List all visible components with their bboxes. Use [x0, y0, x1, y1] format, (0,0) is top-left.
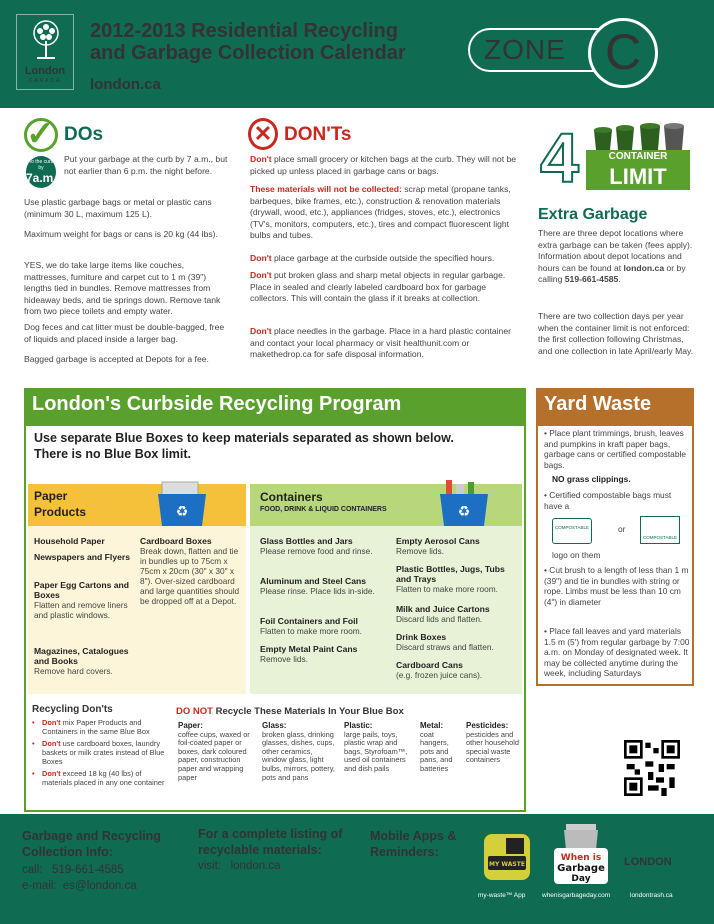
container-item-7: Milk and Juice Cartons Discard lids and flatten. — [396, 604, 490, 624]
my-waste-logo-icon — [484, 834, 530, 880]
donts-text-3: Don't place garbage at the curbside outside the specified hours. — [250, 253, 495, 263]
paper-item-5: Cardboard Boxes Break down, flatten and tie in bundles up to 75cm x 75cm x 20cm (30" x 30" x 8"). Over-sized cardboard and large quantities should be dropped off at a Depot. — [140, 536, 240, 606]
visit-line: visit: london.ca — [198, 860, 281, 872]
blue-box-paper-icon — [154, 478, 210, 528]
do-not-recycle-title: DO NOT Recycle These Materials In Your Blue Box — [176, 706, 404, 717]
dos-text-5: Dog feces and cat litter must be double-bagged, free of liquids and placed inside a larger bag. — [24, 322, 225, 344]
email-line: e-mail: es@london.ca — [22, 880, 137, 892]
list-item: • Don't mix Paper Products and Containers in the same Blue Box — [32, 718, 168, 736]
list-item: • Don't exceed 18 kg (40 lbs) of materials placed in any one container — [32, 769, 168, 787]
container-item-1: Glass Bottles and Jars Please remove food and rinse. — [260, 536, 373, 556]
paper-item-4: Magazines, Catalogues and Books Remove hard covers. — [34, 646, 129, 676]
container-item-4: Empty Metal Paint Cans Remove lids. — [260, 644, 358, 664]
apps-title: Mobile Apps & Reminders: — [370, 829, 457, 859]
svg-text:Day: Day — [571, 874, 591, 884]
dnr-paper: Paper: coffee cups, waxed or foil-coated paper or boxes, dark coloured paper, construction paper and wrapping paper — [178, 721, 250, 782]
container-item-3: Foil Containers and Foil Flatten to make more room. — [260, 616, 362, 636]
dos-text-4: YES, we do take large items like couches, mattresses, furniture and carpet cut to 1 m (39") lengths tied in bundles. Remove mattresses from hideaway beds, and tie springs down. Remove tank from two piece toilets and empty water. — [24, 260, 221, 316]
containers-subtitle: FOOD, DRINK & LIQUID CONTAINERS — [260, 506, 387, 513]
compostable-logo-2: COMPOSTABLE — [640, 516, 680, 544]
limit-number: 4 — [540, 119, 579, 197]
list-item: • Don't use cardboard boxes, laundry baskets or milk crates instead of Blue Boxes — [32, 739, 168, 766]
yard-bullet-2: • Certified compostable bags must have a — [544, 490, 672, 511]
recycling-intro: Use separate Blue Boxes to keep materials separated as shown below. There is no Blue Box limit. — [34, 431, 454, 461]
zone-letter: C — [588, 18, 658, 88]
phone-link[interactable]: 519-661-4585 — [52, 864, 124, 876]
svg-text:MY WASTE: MY WASTE — [489, 861, 525, 868]
dos-text-2: Use plastic garbage bags or metal or plastic cans (minimum 30 L, maximum 125 L). — [24, 197, 212, 219]
blue-box-containers-icon — [436, 478, 492, 528]
tree-icon — [29, 19, 63, 65]
donts-text-4: Don't put broken glass and sharp metal objects in regular garbage. Place in sealed and clearly labeled cardboard box for garbage collectors. This will contain the glass if it breaks at collection. — [250, 270, 506, 303]
dnr-metal: Metal: coat hangers, pots and pans, and batteries — [420, 721, 453, 773]
limit-label-limit: LIMIT — [586, 164, 690, 190]
containers-title: Containers — [260, 490, 323, 504]
yard-bullet-2-tail: logo on them — [552, 550, 601, 560]
extra-garbage-title: Extra Garbage — [538, 206, 648, 223]
page-title: 2012-2013 Residential Recycling and Garbage Collection Calendar — [90, 20, 406, 64]
call-line: call: 519-661-4585 — [22, 864, 124, 876]
recycling-donts-list — [32, 718, 168, 790]
my-waste-app-icon[interactable] — [484, 834, 530, 880]
dos-text-3: Maximum weight for bags or cans is 20 kg (44 lbs). — [24, 229, 218, 239]
container-item-9: Cardboard Cans (e.g. frozen juice cans). — [396, 660, 483, 680]
when-is-garbage-day-icon[interactable] — [550, 824, 612, 888]
london-logo[interactable] — [16, 14, 74, 90]
extra-garbage-text-1: There are three depot locations where extra garbage can be taken (fees apply). Information about depot locations and hours can be found at london.ca or by calling 519-661-4585. — [538, 228, 693, 284]
yard-bullet-3: • Cut brush to a length of less than 1 m (39") and tie in bundles with string or rope. Limbs must be less than 10 cm (4") in diameter — [544, 565, 689, 607]
collection-info-title: Garbage and Recycling Collection Info: — [22, 829, 161, 859]
extra-garbage-text-2: There are two collection days per year when the container limit is not enforced: the first collection following Christmas, and one collection in late April/early May. — [538, 311, 694, 356]
paper-item-3: Paper Egg Cartons and Boxes Flatten and remove liners and plastic windows. — [34, 580, 130, 620]
svg-text:♻: ♻ — [457, 504, 471, 520]
dnr-plastic: Plastic: large pails, toys, plastic wrap and bags, Styrofoam™, used oil containers and dish pails — [344, 721, 408, 773]
app1-caption: my-waste™ App — [478, 892, 526, 899]
svg-text:♻: ♻ — [175, 504, 189, 520]
x-circle-icon: ✕ — [248, 118, 278, 150]
paper-item-2: Newspapers and Flyers — [34, 552, 131, 562]
london-footer-logo[interactable]: LONDON — [624, 856, 672, 868]
svg-text:Garbage: Garbage — [557, 863, 605, 874]
container-item-5: Empty Aerosol Cans Remove lids. — [396, 536, 480, 556]
zone-label: ZONE — [484, 34, 566, 65]
website-link[interactable]: london.ca — [90, 76, 161, 93]
container-item-8: Drink Boxes Discard straws and flatten. — [396, 632, 494, 652]
garbage-cans-icon — [590, 120, 686, 150]
app2-caption: whenisgarbageday.com — [542, 892, 611, 899]
recycling-donts-title: Recycling Don'ts — [32, 704, 113, 715]
dnr-glass: Glass: broken glass, drinking glasses, dishes, cups, other ceramics, window glass, light bulbs, mirrors, pottery, pots and pans — [262, 721, 335, 782]
container-item-6: Plastic Bottles, Jugs, Tubs and Trays Flatten to make more room. — [396, 564, 505, 594]
donts-title: DON'Ts — [284, 124, 352, 145]
dnr-pesticides: Pesticides: pesticides and other household special waste containers — [466, 721, 520, 765]
donts-text-2: These materials will not be collected: scrap metal (propane tanks, barbeques, bike frames, etc.), construction & renovation materials (drywall, wood, etc.), appliances (fridges, stoves, etc.), electronics (TV's, monitors, computers, etc.), tires and compact fluorescent light bulbs and tubes. — [250, 184, 511, 240]
svg-text:When is: When is — [560, 853, 602, 863]
yard-or: or — [618, 524, 626, 534]
qr-code-icon[interactable] — [624, 740, 680, 796]
limit-label-container: CONTAINER — [586, 150, 690, 164]
yard-bullet-4: • Place fall leaves and yard materials 1.5 m (5') from regular garbage by 7:00 a.m. on Monday of designated week. It may be collected anytime during the week, including Saturdays — [544, 626, 690, 678]
yard-bullet-1-bold: NO grass clippings. — [552, 474, 631, 484]
curb-time-badge: To the curb by 7a.m. — [26, 156, 56, 188]
dos-title: DOs — [64, 124, 104, 145]
logo-country: CANADA — [28, 78, 62, 84]
donts-text-1: Don't place small grocery or kitchen bags at the curb. They will not be picked up unless placed in garbage cans or bags. — [250, 154, 517, 176]
visit-link[interactable]: london.ca — [230, 860, 281, 872]
dos-text-1: Put your garbage at the curb by 7 a.m., but not earlier than 6 p.m. the night before. — [64, 154, 228, 176]
compostable-logo-1: COMPOSTABLE — [552, 518, 592, 544]
email-link[interactable]: es@london.ca — [62, 880, 137, 892]
container-item-2: Aluminum and Steel Cans Please rinse. Place lids in-side. — [260, 576, 375, 596]
donts-text-5: Don't place needles in the garbage. Place in a hard plastic container and contact your local pharmacy or visit healthunit.com or makethedrop.ca for safe disposal information. — [250, 326, 511, 359]
paper-products-title: Paper Products — [34, 489, 87, 519]
yard-waste-title: Yard Waste — [536, 388, 694, 424]
app3-caption: londontrash.ca — [630, 892, 673, 899]
listing-title: For a complete listing of recyclable materials: — [198, 827, 343, 857]
dos-text-6: Bagged garbage is accepted at Depots for a fee. — [24, 354, 209, 364]
logo-name: London — [24, 65, 66, 77]
paper-item-1: Household Paper — [34, 536, 105, 546]
yard-bullet-1: • Place plant trimmings, brush, leaves and pumpkins in kraft paper bags, garbage cans or certified compostable bags. — [544, 428, 686, 470]
garbage-can-icon — [550, 824, 612, 888]
check-icon: ✓ — [26, 115, 55, 153]
recycling-title: London's Curbside Recycling Program — [24, 388, 526, 424]
